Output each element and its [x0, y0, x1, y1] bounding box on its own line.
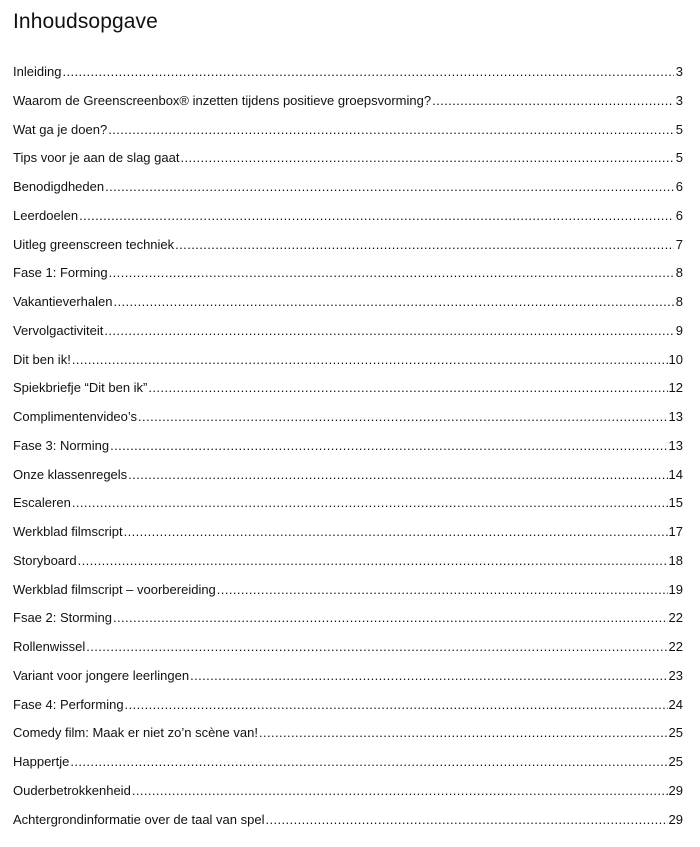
toc-page-number: 12 — [668, 380, 683, 396]
toc-entry[interactable] — [13, 697, 683, 726]
toc-entry[interactable] — [13, 64, 683, 93]
toc-entry-label: Happertje — [13, 754, 70, 769]
toc-entry[interactable] — [13, 409, 683, 438]
toc-entry[interactable] — [13, 208, 683, 237]
toc-entry-label: Achtergrondinformatie over de taal van spel — [13, 811, 265, 827]
toc-entry-label: Fase 4: Performing — [13, 696, 124, 712]
toc-entry[interactable] — [13, 380, 683, 409]
dot-leader — [124, 524, 668, 540]
toc-page-number: 3 — [675, 64, 683, 79]
dot-leader — [113, 610, 668, 626]
toc-page-number: 7 — [675, 236, 683, 252]
toc-page-number: 6 — [675, 207, 683, 223]
toc-entry[interactable] — [13, 582, 683, 611]
toc-page-number: 9 — [675, 322, 683, 338]
toc-entry[interactable] — [13, 783, 683, 812]
toc-entry-label: Waarom de Greenscreenbox® inzetten tijdens positieve groepsvorming? — [13, 92, 432, 108]
toc-page-number: 22 — [668, 639, 683, 654]
toc-entry-label: Werkblad filmscript – voorbereiding — [13, 581, 216, 597]
toc-entry-label: Inleiding — [13, 64, 62, 79]
dot-leader — [72, 352, 668, 368]
toc-page-number: 5 — [675, 121, 683, 137]
table-of-contents — [13, 64, 683, 840]
dot-leader — [265, 812, 667, 828]
toc-entry[interactable] — [13, 179, 683, 208]
dot-leader — [175, 237, 674, 253]
toc-entry[interactable] — [13, 467, 683, 496]
toc-entry-label: Ouderbetrokkenheid — [13, 782, 131, 798]
toc-entry-label: Vakantieverhalen — [13, 294, 113, 309]
dot-leader — [109, 265, 674, 281]
toc-page-number: 15 — [668, 495, 683, 511]
toc-entry[interactable] — [13, 265, 683, 294]
toc-page-number: 8 — [675, 294, 683, 309]
toc-entry[interactable] — [13, 639, 683, 668]
toc-entry[interactable] — [13, 294, 683, 323]
toc-page-number: 29 — [668, 782, 683, 798]
toc-entry[interactable] — [13, 610, 683, 639]
toc-entry[interactable] — [13, 352, 683, 381]
dot-leader — [62, 64, 674, 80]
dot-leader — [259, 725, 668, 741]
dot-leader — [190, 668, 667, 684]
toc-page-number: 22 — [668, 610, 683, 626]
toc-entry-label: Benodigdheden — [13, 179, 105, 194]
toc-page-number: 24 — [668, 696, 683, 712]
toc-page-number: 3 — [675, 92, 683, 108]
dot-leader — [148, 380, 667, 396]
toc-page-number: 6 — [675, 179, 683, 194]
toc-entry-label: Wat ga je doen? — [13, 121, 108, 137]
toc-entry-label: Werkblad filmscript — [13, 524, 123, 539]
toc-entry[interactable] — [13, 237, 683, 266]
dot-leader — [104, 323, 674, 339]
toc-page-number: 25 — [668, 754, 683, 769]
toc-entry[interactable] — [13, 495, 683, 524]
toc-entry-label: Dit ben ik! — [13, 351, 71, 367]
toc-page-number: 18 — [668, 552, 683, 568]
toc-entry-label: Tips voor je aan de slag gaat — [13, 150, 180, 166]
dot-leader — [105, 179, 674, 195]
dot-leader — [138, 409, 667, 425]
toc-page-number: 10 — [668, 351, 683, 367]
dot-leader — [110, 438, 667, 454]
toc-entry[interactable] — [13, 668, 683, 697]
toc-entry-label: Variant voor jongere leerlingen — [13, 667, 190, 683]
dot-leader — [132, 783, 668, 799]
toc-entry-label: Complimentenvideo’s — [13, 409, 138, 424]
toc-entry[interactable] — [13, 93, 683, 122]
toc-entry-label: Comedy film: Maak er niet zo’n scène van! — [13, 725, 258, 741]
toc-page-number: 17 — [668, 524, 683, 539]
toc-entry-label: Fsae 2: Storming — [13, 610, 112, 626]
toc-entry[interactable] — [13, 553, 683, 582]
toc-entry[interactable] — [13, 150, 683, 179]
dot-leader — [78, 553, 668, 569]
toc-entry[interactable] — [13, 323, 683, 352]
toc-entry-label: Rollenwissel — [13, 639, 86, 654]
toc-page-number: 8 — [675, 265, 683, 281]
toc-entry-label: Uitleg greenscreen techniek — [13, 236, 175, 252]
toc-page-number: 23 — [668, 667, 683, 683]
toc-page-number: 25 — [668, 725, 683, 741]
toc-entry-label: Escaleren — [13, 495, 71, 511]
toc-entry[interactable] — [13, 438, 683, 467]
dot-leader — [72, 495, 668, 511]
page-title: Inhoudsopgave — [13, 10, 158, 33]
toc-page-number: 13 — [668, 409, 683, 424]
dot-leader — [125, 697, 668, 713]
toc-page-number: 13 — [668, 437, 683, 453]
toc-page-number: 5 — [675, 150, 683, 166]
toc-entry[interactable] — [13, 122, 683, 151]
toc-entry[interactable] — [13, 754, 683, 783]
toc-entry-label: Vervolgactiviteit — [13, 322, 104, 338]
toc-page-number: 14 — [668, 466, 683, 482]
dot-leader — [217, 582, 668, 598]
dot-leader — [70, 754, 667, 770]
toc-entry[interactable] — [13, 725, 683, 754]
dot-leader — [114, 294, 675, 310]
dot-leader — [108, 122, 674, 138]
dot-leader — [86, 639, 667, 655]
toc-entry-label: Fase 3: Norming — [13, 437, 110, 453]
toc-entry[interactable] — [13, 812, 683, 841]
toc-entry-label: Onze klassenregels — [13, 466, 128, 482]
toc-page-number: 29 — [668, 811, 683, 827]
dot-leader — [79, 208, 674, 224]
toc-entry-label: Storyboard — [13, 552, 77, 568]
toc-entry-label: Leerdoelen — [13, 207, 79, 223]
toc-entry[interactable] — [13, 524, 683, 553]
toc-entry-label: Fase 1: Forming — [13, 265, 108, 281]
toc-entry-label: Spiekbriefje “Dit ben ik” — [13, 380, 148, 396]
dot-leader — [128, 467, 667, 483]
dot-leader — [432, 93, 674, 109]
toc-page-number: 19 — [668, 581, 683, 597]
dot-leader — [180, 150, 674, 166]
